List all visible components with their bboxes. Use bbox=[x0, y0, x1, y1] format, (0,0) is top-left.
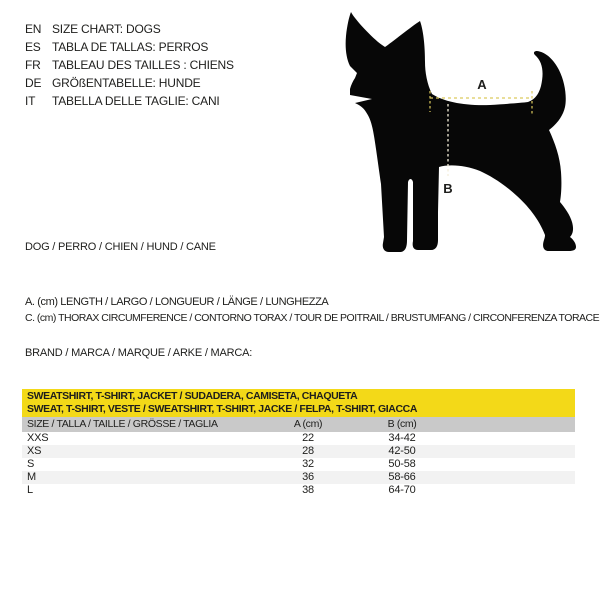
measure-label-a: A bbox=[477, 77, 487, 92]
language-title: TABLA DE TALLAS: PERROS bbox=[52, 40, 209, 54]
language-row-es bbox=[25, 38, 234, 56]
b-cell: 42-50 bbox=[388, 445, 416, 457]
language-code: EN bbox=[25, 22, 42, 36]
language-title: GRÖßENTABELLE: HUNDE bbox=[52, 76, 201, 90]
table-row bbox=[22, 484, 575, 497]
table-title-line2: SWEAT, T-SHIRT, VESTE / SWEATSHIRT, T-SHIRT, JACKE / FELPA, T-SHIRT, GIACCA bbox=[27, 403, 418, 415]
language-title: TABLEAU DES TAILLES : CHIENS bbox=[52, 58, 234, 72]
b-cell: 64-70 bbox=[388, 484, 416, 496]
b-cell: 58-66 bbox=[388, 471, 416, 483]
language-row-de bbox=[25, 74, 234, 92]
table-header-row bbox=[22, 417, 575, 432]
table-row bbox=[22, 458, 575, 471]
column-header-a: A (cm) bbox=[293, 418, 323, 430]
a-cell: 22 bbox=[302, 432, 314, 444]
size-cell: M bbox=[27, 471, 36, 483]
column-header-size: SIZE / TALLA / TAILLE / GRÖSSE / TAGLIA bbox=[27, 418, 218, 430]
measure-label-b: B bbox=[443, 181, 453, 196]
dog-caption: DOG / PERRO / CHIEN / HUND / CANE bbox=[25, 241, 216, 253]
b-cell: 34-42 bbox=[388, 432, 416, 444]
a-cell: 36 bbox=[302, 471, 314, 483]
size-cell: XXS bbox=[27, 432, 49, 444]
language-code: DE bbox=[25, 76, 42, 90]
column-header-b: B (cm) bbox=[387, 418, 417, 430]
a-cell: 28 bbox=[302, 445, 314, 457]
table-row bbox=[22, 471, 575, 484]
language-title: SIZE CHART: DOGS bbox=[52, 22, 161, 36]
language-row-fr bbox=[25, 56, 234, 74]
language-row-it bbox=[25, 92, 234, 110]
size-cell: XS bbox=[27, 445, 42, 457]
b-cell: 50-58 bbox=[388, 458, 416, 470]
a-cell: 38 bbox=[302, 484, 314, 496]
table-row bbox=[22, 445, 575, 458]
legend-length: A. (cm) LENGTH / LARGO / LONGUEUR / LÄNGE / LUNGHEZZA bbox=[25, 296, 329, 308]
size-cell: S bbox=[27, 458, 35, 470]
dog-measurement-diagram bbox=[330, 0, 590, 265]
legend-thorax: C. (cm) THORAX CIRCUMFERENCE / CONTORNO TORAX / TOUR DE POITRAIL / BRUSTUMFANG / CIRCONFERENZA TORACE bbox=[25, 312, 600, 324]
brand-line: BRAND / MARCA / MARQUE / ARKE / MARCA: bbox=[25, 347, 253, 359]
table-title-line1: SWEATSHIRT, T-SHIRT, JACKET / SUDADERA, CAMISETA, CHAQUETA bbox=[27, 390, 358, 402]
table-title-banner bbox=[22, 389, 575, 417]
dog-silhouette-icon bbox=[346, 12, 576, 252]
size-cell: L bbox=[27, 484, 33, 496]
table-row bbox=[22, 432, 575, 445]
language-code: IT bbox=[25, 94, 36, 108]
a-cell: 32 bbox=[302, 458, 314, 470]
language-code: FR bbox=[25, 58, 41, 72]
language-row-en bbox=[25, 20, 234, 38]
language-title-list bbox=[25, 20, 234, 110]
language-title: TABELLA DELLE TAGLIE: CANI bbox=[52, 94, 220, 108]
language-code: ES bbox=[25, 40, 41, 54]
size-table bbox=[22, 389, 575, 497]
